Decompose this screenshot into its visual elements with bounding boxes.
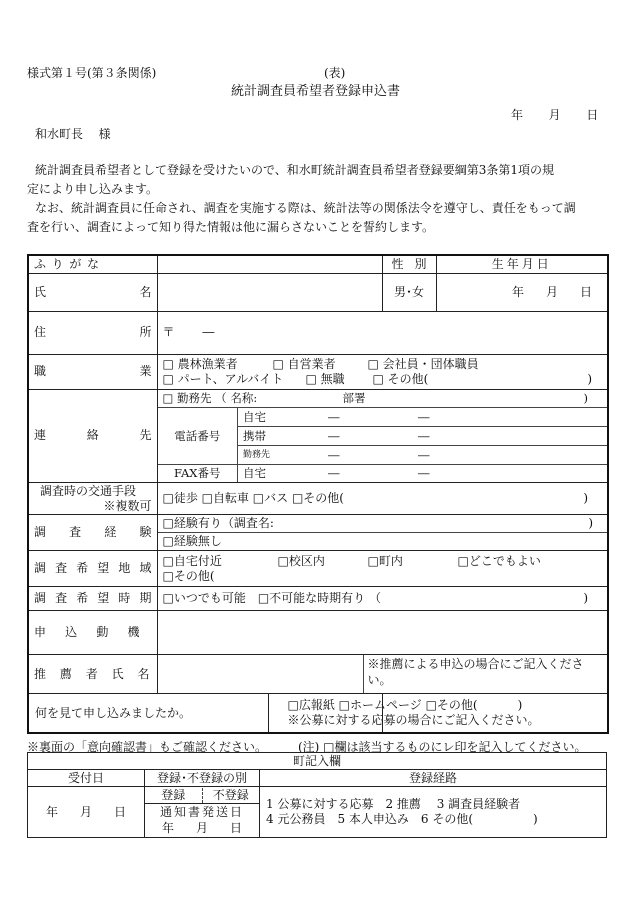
occ-other-checkbox[interactable]: □ その他( [372,371,429,386]
addressee-line [35,125,111,142]
footnote-left: ※裏面の「意向確認書」もご確認ください。 [27,740,268,754]
honorific: 様 [98,127,111,141]
occ-farmer-checkbox[interactable]: □ 農林漁業者 [162,356,238,371]
intro-p2-line2: 査を行い、調査によって知り得た情報は他に漏らさないことを誓約します。 [27,220,435,234]
application-form-table [27,254,609,734]
area-home-checkbox[interactable]: □自宅付近 [162,553,222,568]
office-title: 町記入欄 [28,753,607,770]
postal-code: 〒 ― [162,325,215,339]
date-line [511,106,598,123]
source-options[interactable]: □広報紙 □ホームページ □その他( ) ※公募に対する応募の場合にご記入ください。 [382,694,608,734]
furigana-row [28,255,608,273]
furigana-input[interactable] [157,255,382,273]
contact-row [28,389,608,483]
source-row [28,694,608,734]
side-label: (表) [324,66,346,80]
time-options[interactable]: □いつでも可能 □不可能な時期有り （ ) [157,587,608,611]
furigana-label: ふ り が な [28,255,157,273]
area-label: 調 査 希 望 地 域 [28,551,157,587]
phone-numbers [238,408,608,465]
form-number: 様式第１号(第３条関係) [27,66,157,80]
area-town-checkbox[interactable]: □町内 [367,553,403,568]
recommender-row [28,655,608,694]
intro-p2-line1: なお、統計調査員に任命され、調査を実施する際は、統計法等の関係法令を遵守し、責任をもって調 [35,201,576,215]
area-anywhere-checkbox[interactable]: □どこでもよい [457,553,541,568]
registration-choice [145,787,260,804]
phone-mobile[interactable]: 携帯 ― ― [238,427,607,446]
page-title: 統計調査員希望者登録申込書 [231,84,401,99]
phone-work[interactable]: 勤務先 ― ― [243,448,430,462]
source-label: 何を見て申し込みましたか。 [28,694,382,734]
notice-date-field[interactable]: 年 月 日 [145,821,260,838]
address-input[interactable] [157,311,608,354]
experience-options [157,515,608,551]
address-row [28,311,608,354]
exp-yes-checkbox[interactable]: □経験有り（調査名: ) [158,515,608,533]
area-options [157,551,608,587]
motive-label: 申 込 動 機 [28,611,157,655]
transport-label: 調査時の交通手段 ※複数可 [28,483,157,515]
date-day: 日 [586,108,599,122]
gender-label: 性 別 [382,255,436,273]
office-use-table [27,752,607,838]
workplace-field[interactable]: □ 勤務先 （ 名称: 部署 ) [158,390,608,408]
birth-label: 生年月日 [436,255,608,273]
time-label: 調 査 希 望 時 期 [28,587,157,611]
area-row [28,551,608,587]
date-year: 年 [511,108,524,122]
intro-p1-line2: 定により申し込みます。 [27,182,159,196]
name-row [28,273,608,311]
recommender-field [157,655,608,694]
occ-self-employed-checkbox[interactable]: □ 自営業者 [272,356,336,371]
contact-label: 連 絡 先 [28,389,157,483]
received-date-field[interactable]: 年 月 日 [28,787,145,838]
addressee: 和水町長 [35,127,84,141]
name-input[interactable] [157,273,382,311]
recommender-input[interactable] [158,655,364,693]
motive-input[interactable] [157,611,608,655]
experience-label: 調 査 経 験 [28,515,157,551]
transport-options[interactable]: □徒歩 □自転車 □バス □その他( ) [157,483,608,515]
recommender-note: ※推薦による申込の場合にご記入ください。 [367,657,584,687]
contact-details [157,389,608,483]
exp-no-checkbox[interactable]: □経験無し [162,534,222,548]
fax-label: FAX番号 [158,464,238,482]
col-route: 登録経路 [260,770,607,787]
experience-row [28,515,608,551]
reg-no-option[interactable]: 不登録 [212,787,249,802]
occ-parttime-checkbox[interactable]: □ パート、アルバイト [162,371,284,386]
intro-p1-line1: 統計調査員希望者として登録を受けたいので、和水町統計調査員希望者登録要綱第3条第1項の規 [35,163,555,177]
route-options[interactable]: 1 公募に対する応募 2 推薦 3 調査員経験者 4 元公務員 5 本人申込み 6 その他( ) [260,787,607,838]
occ-employee-checkbox[interactable]: □ 会社員・団体職員 [367,356,479,371]
transport-row [28,483,608,515]
col-registration: 登録･不登録の別 [145,770,260,787]
footnote-right: (注) □欄は該当するものにレ印を記入してください。 [298,740,587,754]
date-month: 月 [548,108,561,122]
birth-date-field[interactable]: 年 月 日 [436,273,608,311]
occupation-label: 職 業 [28,354,157,389]
notice-label: 通知書発送日 [145,804,260,821]
time-row [28,587,608,611]
occupation-row [28,354,608,389]
fax-home[interactable]: 自宅 ― ― [238,464,608,482]
occ-unemployed-checkbox[interactable]: □ 無職 [305,371,345,386]
col-received: 受付日 [28,770,145,787]
phone-home[interactable]: 自宅 ― ― [238,408,607,427]
area-school-checkbox[interactable]: □校区内 [277,553,325,568]
area-other-checkbox[interactable]: □その他( [162,568,215,583]
gender-select[interactable]: 男･女 [382,273,436,311]
motive-row [28,611,608,655]
recommender-label: 推 薦 者 氏 名 [28,655,157,694]
name-label: 氏 名 [28,273,157,311]
phone-label: 電話番号 [158,408,238,465]
occupation-options: □ 農林漁業者 □ 自営業者 □ 会社員・団体職員 □ パート、アルバイト □ 無職 □ その他( ) [157,354,608,389]
address-label: 住 所 [28,311,157,354]
reg-yes-option[interactable]: 登録 [145,788,203,803]
